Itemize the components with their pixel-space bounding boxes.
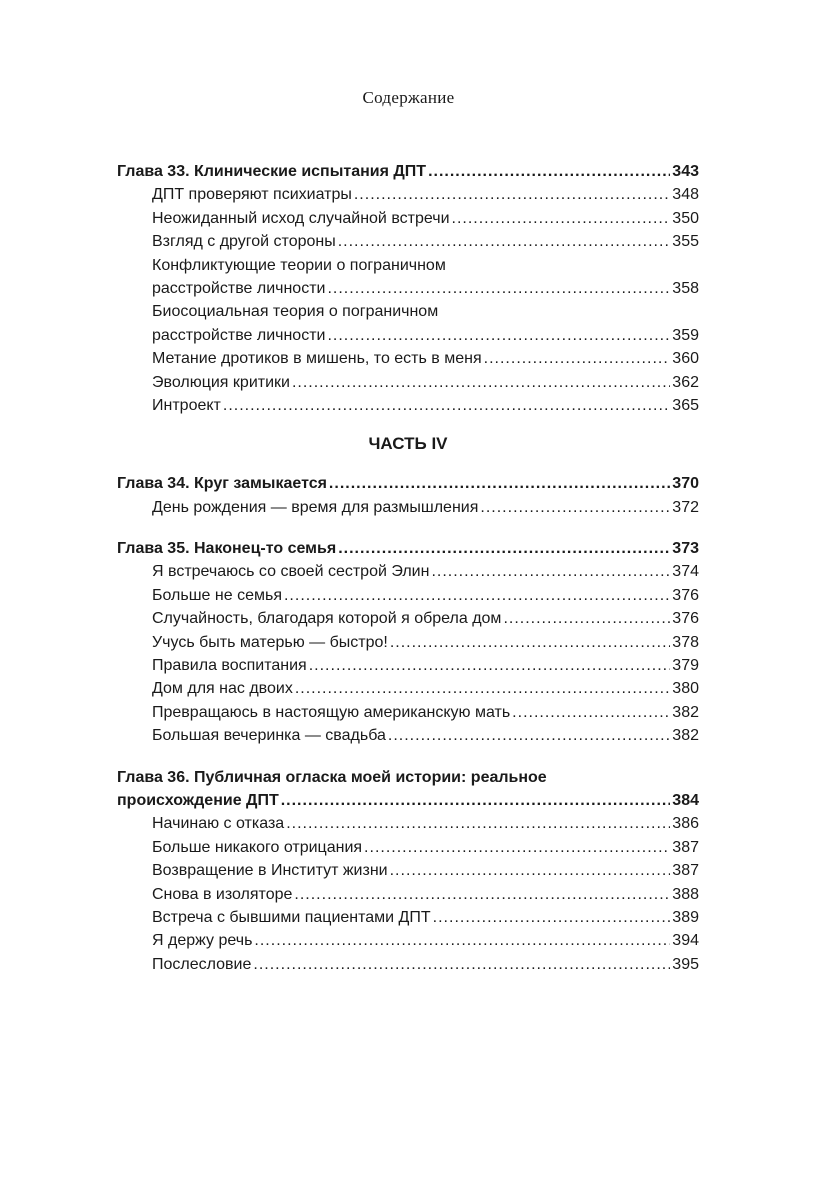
toc-chapter-title: происхождение ДПТ: [117, 791, 279, 809]
toc-page-number: 359: [672, 326, 699, 344]
toc-chapter-title: Глава 35. Наконец-то семья: [117, 540, 337, 558]
dot-leader: [433, 906, 671, 929]
toc-entry[interactable]: [117, 207, 699, 230]
dot-leader: [292, 371, 670, 394]
toc-chapter-title-line1[interactable]: Глава 36. Публичная огласка моей истории: реальное: [117, 768, 547, 786]
toc-page-number: 382: [672, 727, 699, 745]
toc-entry[interactable]: [117, 929, 699, 952]
dot-leader: [327, 277, 670, 300]
spacer: [117, 519, 699, 537]
toc-entry-title-line1[interactable]: Конфликтующие теории о пограничном: [152, 256, 446, 274]
toc-entry-title: Взгляд с другой стороны: [152, 233, 336, 251]
toc-chapter-title: Глава 33. Клинические испытания ДПТ: [117, 163, 427, 180]
toc-page-number: 388: [672, 885, 699, 903]
dot-leader: [452, 207, 671, 230]
toc-entry-title: расстройстве личности: [152, 279, 326, 297]
toc-page-number: 372: [672, 498, 699, 516]
toc-entry[interactable]: [117, 347, 699, 370]
toc-entry[interactable]: [117, 371, 699, 394]
toc-entry-title: Послесловие: [152, 955, 252, 973]
dot-leader: [281, 789, 671, 812]
toc-entry[interactable]: [117, 607, 699, 630]
dot-leader: [503, 607, 670, 630]
toc-entry-title: Правила воспитания: [152, 657, 307, 675]
toc-entry-title: Больше не семья: [152, 586, 282, 604]
toc-chapter-33[interactable]: [117, 160, 699, 183]
toc-entry[interactable]: [117, 836, 699, 859]
dot-leader: [309, 654, 671, 677]
part-heading: ЧАСТЬ IV: [368, 434, 448, 454]
toc-entry-title: Встреча с бывшими пациентами ДПТ: [152, 908, 431, 926]
toc-page-number: 376: [672, 586, 699, 604]
dot-leader: [354, 183, 670, 206]
dot-leader: [295, 677, 670, 700]
toc-entry[interactable]: [117, 183, 699, 206]
dot-leader: [390, 859, 671, 882]
dot-leader: [364, 836, 670, 859]
toc-entry[interactable]: [117, 324, 699, 347]
toc-page-number: 376: [672, 610, 699, 628]
toc-page-number: 348: [672, 186, 699, 204]
toc-entry[interactable]: [117, 677, 699, 700]
toc-entry-title: Неожиданный исход случайной встречи: [152, 209, 450, 227]
toc-page-number: 350: [672, 209, 699, 227]
dot-leader: [253, 953, 670, 976]
toc-page-number: 382: [672, 703, 699, 721]
toc-chapter-35[interactable]: [117, 537, 699, 560]
dot-leader: [388, 724, 670, 747]
toc-entry-title: День рождения — время для размышления: [152, 498, 479, 516]
toc-entry[interactable]: [117, 701, 699, 724]
toc-page-number: 374: [672, 563, 699, 581]
toc-entry[interactable]: [117, 584, 699, 607]
toc-page-number: 386: [672, 815, 699, 833]
toc-page-number: 387: [672, 862, 699, 880]
toc-page-number: 379: [672, 657, 699, 675]
toc-entry-title: Больше никакого отрицания: [152, 838, 363, 856]
dot-leader: [223, 394, 670, 417]
dot-leader: [294, 883, 670, 906]
dot-leader: [480, 496, 670, 519]
toc-entry-title: Эволюция критики: [152, 373, 290, 391]
dot-leader: [390, 631, 670, 654]
toc-entry-title: Случайность, благодаря которой я обрела дом: [152, 610, 502, 628]
toc-entry[interactable]: [117, 496, 699, 519]
toc-entry[interactable]: [117, 883, 699, 906]
toc-page-number: 380: [672, 680, 699, 698]
toc-entry[interactable]: [117, 560, 699, 583]
toc-entry[interactable]: [117, 394, 699, 417]
dot-leader: [284, 584, 670, 607]
toc-page-number: 360: [672, 350, 699, 368]
table-of-contents: [117, 160, 699, 976]
toc-entry-title-line1[interactable]: Биосоциальная теория о пограничном: [152, 303, 439, 321]
toc-page-number: 387: [672, 838, 699, 856]
toc-page-number: 365: [672, 396, 699, 414]
toc-page-number: 358: [672, 279, 699, 297]
toc-page-number: 395: [672, 955, 699, 973]
toc-entry-title: Я встречаюсь со своей сестрой Элин: [152, 563, 430, 581]
spacer: [117, 748, 699, 766]
toc-page-number: 373: [672, 540, 699, 558]
toc-entry-title: Большая вечеринка — свадьба: [152, 727, 386, 745]
toc-entry-title: Я держу речь: [152, 932, 253, 950]
dot-leader: [431, 560, 670, 583]
toc-entry[interactable]: [117, 724, 699, 747]
toc-chapter-title: Глава 34. Круг замыкается: [117, 475, 327, 493]
toc-page-number: 389: [672, 908, 699, 926]
toc-page-number: 384: [672, 791, 699, 809]
toc-entry-title: Дом для нас двоих: [152, 680, 293, 698]
toc-page-number: 355: [672, 233, 699, 251]
toc-page-number: 362: [672, 373, 699, 391]
toc-page-number: 370: [672, 475, 699, 493]
dot-leader: [329, 472, 670, 495]
dot-leader: [286, 812, 670, 835]
toc-chapter-36[interactable]: [117, 789, 699, 812]
dot-leader: [512, 701, 670, 724]
toc-chapter-34[interactable]: [117, 472, 699, 495]
toc-entry-title: Интроект: [152, 396, 221, 414]
dot-leader: [428, 160, 670, 183]
dot-leader: [254, 929, 670, 952]
toc-entry[interactable]: [117, 230, 699, 253]
toc-entry-title: Возвращение в Институт жизни: [152, 862, 388, 880]
toc-entry-title: ДПТ проверяют психиатры: [152, 186, 352, 204]
toc-entry[interactable]: [117, 953, 699, 976]
toc-entry-title: Начинаю с отказа: [152, 815, 285, 833]
dot-leader: [338, 230, 671, 253]
toc-entry-title: Метание дротиков в мишень, то есть в меня: [152, 350, 482, 368]
toc-entry[interactable]: [117, 906, 699, 929]
toc-entry-title: Учусь быть матерью — быстро!: [152, 633, 388, 651]
toc-entry[interactable]: [117, 812, 699, 835]
toc-page-number: 343: [672, 163, 699, 180]
dot-leader: [327, 324, 670, 347]
toc-page-number: 394: [672, 932, 699, 950]
toc-entry-title: Превращаюсь в настоящую американскую мать: [152, 703, 511, 721]
toc-entry[interactable]: [117, 859, 699, 882]
toc-page-number: 378: [672, 633, 699, 651]
running-head: Содержание: [362, 88, 455, 107]
dot-leader: [484, 347, 671, 370]
dot-leader: [338, 537, 670, 560]
toc-entry[interactable]: [117, 654, 699, 677]
toc-entry-title: Снова в изоляторе: [152, 885, 293, 903]
toc-entry[interactable]: [117, 631, 699, 654]
toc-entry[interactable]: [117, 277, 699, 300]
toc-entry-title: расстройстве личности: [152, 326, 326, 344]
